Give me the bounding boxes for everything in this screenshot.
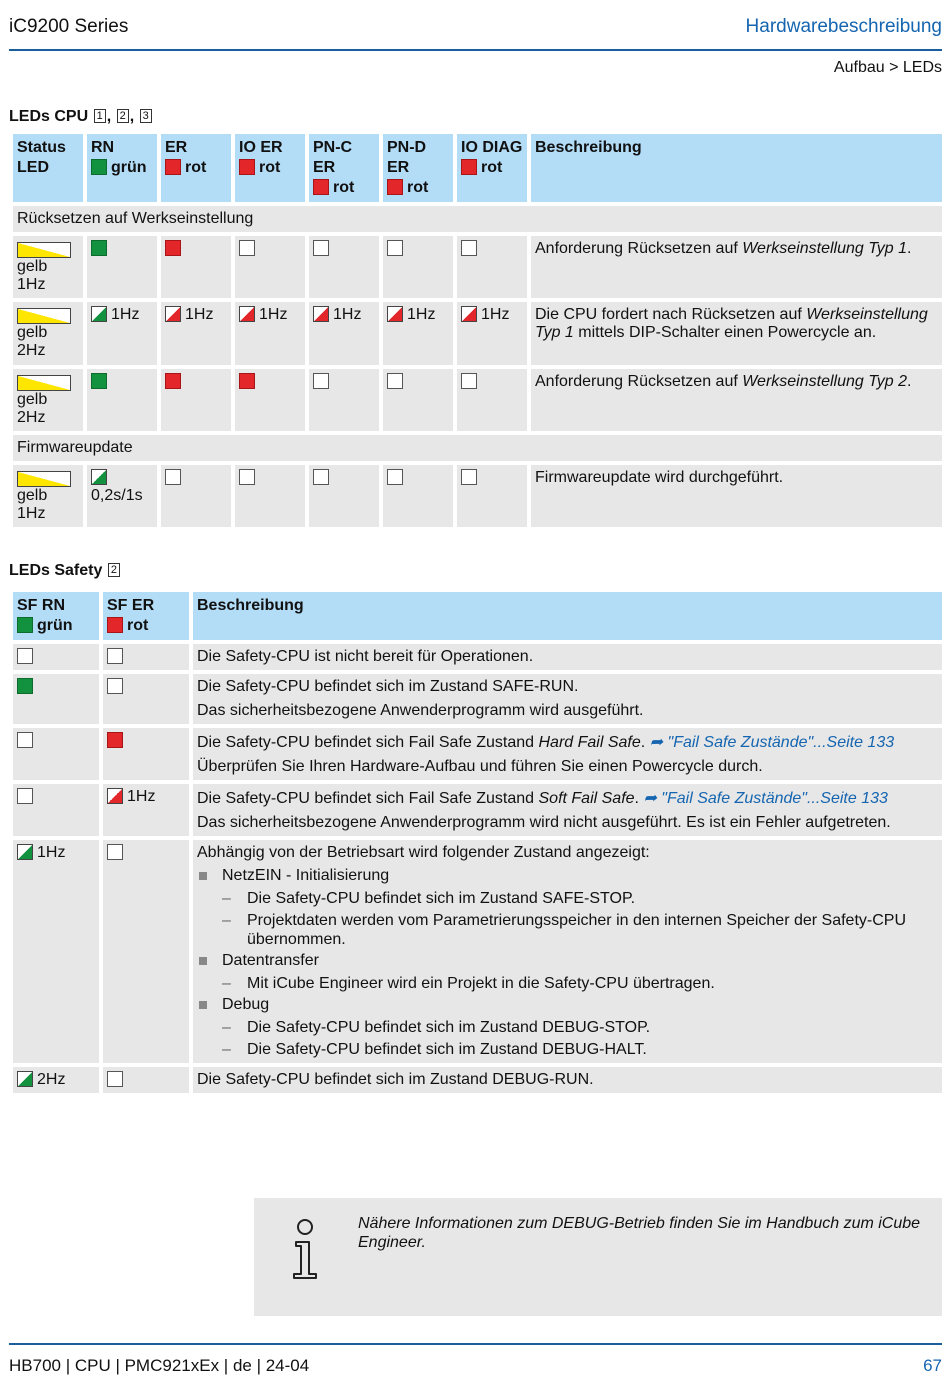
col-sf-rn: SF RN grün: [13, 592, 99, 640]
col-rn: RN grün: [87, 134, 157, 202]
description-cell: Die Safety-CPU befindet sich Fail Safe Zustand Soft Fail Safe. ➦ "Fail Safe Zustände"...Seite 133 Das sicherheitsbezogene Anwenderprogramm wird nicht ausgeführt. Es ist ein Fehler aufgetreten.: [193, 784, 942, 836]
status-cell: gelb 1Hz: [13, 236, 83, 298]
list-item: Debug – Die Safety-CPU befindet sich im Zustand DEBUG-STOP. – Die Safety-CPU befindet sich im Zustand DEBUG-HALT.: [197, 995, 938, 1059]
table-row: [13, 728, 942, 780]
blinking-green-led-icon: [91, 469, 107, 485]
off-led-icon: [107, 648, 123, 664]
section-row: [13, 206, 942, 232]
col-pnc-er: PN-C ER rot: [309, 134, 379, 202]
off-led-icon: [313, 469, 329, 485]
col-description: Beschreibung: [531, 134, 942, 202]
page-number: 67: [923, 1356, 942, 1375]
mode-list: [197, 866, 938, 1059]
blinking-green-led-icon: [17, 844, 33, 860]
off-led-icon: [17, 648, 33, 664]
col-io-diag: IO DIAG rot: [457, 134, 527, 202]
description-cell: Firmwareupdate wird durchgeführt.: [531, 465, 942, 527]
red-led-icon: [165, 240, 181, 256]
safety-leds-title: [9, 562, 121, 580]
status-cell: gelb 1Hz: [13, 465, 83, 527]
red-led-icon: [107, 732, 123, 748]
table-row: 1Hz Abhängig von der Betriebsart wird folgender Zustand angezeigt: NetzEIN - Initialisierung – Die Safety-CPU befindet sich im Zustand SAFE-STOP. – Projektdaten werden vom Parametrierungsspeicher in den internen Speicher der Safety-CPU übernommen. Datentransfer – Mit iCube Engineer wird ein Projekt in die Safety-CPU übertragen. Debug – Die Safety-CPU befindet sich im Zustand DEBUG-STOP. – Die Safety-CPU befindet sich im Zustand DEBUG-HALT.: [13, 840, 942, 1063]
off-led-icon: [17, 788, 33, 804]
table-row: gelb 1Hz 0,2s/1s Firmwareupdate wird durchgeführt.: [13, 465, 942, 527]
off-led-icon: [107, 1071, 123, 1087]
yellow-led-icon: [17, 471, 71, 487]
red-led-icon: [107, 617, 123, 633]
off-led-icon: [387, 469, 403, 485]
header-section: Hardwarebeschreibung: [745, 16, 942, 37]
status-cell: gelb 2Hz: [13, 302, 83, 365]
off-led-icon: [313, 240, 329, 256]
cpu-leds-title-text: LEDs CPU: [9, 108, 89, 125]
blinking-red-led-icon: [461, 306, 477, 322]
yellow-led-icon: [17, 308, 71, 324]
ref-box-3: 3: [140, 109, 152, 123]
header-divider: [9, 49, 942, 51]
blinking-red-led-icon: [165, 306, 181, 322]
red-led-icon: [239, 159, 255, 175]
off-led-icon: [461, 240, 477, 256]
off-led-icon: [387, 240, 403, 256]
table-row: [13, 369, 942, 431]
red-led-icon: [313, 179, 329, 195]
off-led-icon: [165, 469, 181, 485]
col-er: ER rot: [161, 134, 231, 202]
table-row: 2Hz Die Safety-CPU befindet sich im Zustand DEBUG-RUN.: [13, 1067, 942, 1093]
col-status: Status LED: [13, 134, 83, 202]
safety-led-table: [9, 588, 946, 1097]
description-cell: Die Safety-CPU ist nicht bereit für Operationen.: [193, 644, 942, 670]
off-led-icon: [313, 373, 329, 389]
blinking-green-led-icon: [17, 1071, 33, 1087]
blinking-red-led-icon: [387, 306, 403, 322]
fail-safe-link[interactable]: ➦ "Fail Safe Zustände"...Seite 133: [649, 734, 895, 751]
section-reset: Rücksetzen auf Werkseinstellung: [13, 206, 942, 232]
col-sf-er: SF ER rot: [103, 592, 189, 640]
cpu-table-header: [13, 134, 942, 202]
section-row: [13, 435, 942, 461]
fail-safe-link[interactable]: ➦ "Fail Safe Zustände"...Seite 133: [643, 790, 888, 807]
red-led-icon: [239, 373, 255, 389]
blinking-red-led-icon: [107, 788, 123, 804]
yellow-led-icon: [17, 242, 71, 258]
description-cell: Anforderung Rücksetzen auf Werkseinstellung Typ 1.: [531, 236, 942, 298]
red-led-icon: [387, 179, 403, 195]
green-led-icon: [17, 678, 33, 694]
list-item: – Mit iCube Engineer wird ein Projekt in die Safety-CPU übertragen.: [222, 974, 938, 993]
red-led-icon: [165, 373, 181, 389]
off-led-icon: [461, 469, 477, 485]
col-description: Beschreibung: [193, 592, 942, 640]
off-led-icon: [387, 373, 403, 389]
red-led-icon: [461, 159, 477, 175]
description-cell: Abhängig von der Betriebsart wird folgender Zustand angezeigt: NetzEIN - Initialisierung – Die Safety-CPU befindet sich im Zustand SAFE-STOP. – Projektdaten werden vom Parametrierungsspeicher in den internen Speicher der Safety-CPU übernommen. Datentransfer – Mit iCube Engineer wird ein Projekt in die Safety-CPU übertragen. Debug – Die Safety-CPU befindet sich im Zustand DEBUG-STOP. – Die Safety-CPU befindet sich im Zustand DEBUG-HALT.: [193, 840, 942, 1063]
list-item: – Projektdaten werden vom Parametrierungsspeicher in den internen Speicher der Safety-CPU übernommen.: [222, 911, 938, 949]
blinking-green-led-icon: [91, 306, 107, 322]
table-row: gelb 2Hz 1Hz 1Hz 1Hz 1Hz 1Hz 1Hz Die CPU fordert nach Rücksetzen auf Werkseinstellung Typ 1 mittels DIP-Schalter einen Powercycle an.: [13, 302, 942, 365]
breadcrumb: Aufbau > LEDs: [833, 59, 942, 76]
col-io-er: IO ER rot: [235, 134, 305, 202]
description-cell: Die Safety-CPU befindet sich im Zustand DEBUG-RUN.: [193, 1067, 942, 1093]
off-led-icon: [239, 469, 255, 485]
info-box: [254, 1198, 942, 1316]
list-item: – Die Safety-CPU befindet sich im Zustand DEBUG-STOP.: [222, 1018, 938, 1037]
description-cell: Die CPU fordert nach Rücksetzen auf Werkseinstellung Typ 1 mittels DIP-Schalter einen Powercycle an.: [531, 302, 942, 365]
info-icon: [290, 1218, 320, 1282]
footer-doc: HB700 | CPU | PMC921xEx | de | 24-04: [9, 1356, 310, 1375]
list-item: Datentransfer – Mit iCube Engineer wird ein Projekt in die Safety-CPU übertragen.: [197, 951, 938, 993]
green-led-icon: [17, 617, 33, 633]
table-row: 1Hz Die Safety-CPU befindet sich Fail Safe Zustand Soft Fail Safe. ➦ "Fail Safe Zustände"...Seite 133 Das sicherheitsbezogene Anwenderprogramm wird nicht ausgeführt. Es ist ein Fehler aufgetreten.: [13, 784, 942, 836]
off-led-icon: [107, 678, 123, 694]
status-cell: gelb 2Hz: [13, 369, 83, 431]
table-row: [13, 644, 942, 670]
cpu-led-table: [9, 130, 946, 531]
ref-box-2: 2: [117, 109, 129, 123]
green-led-icon: [91, 373, 107, 389]
blinking-red-led-icon: [239, 306, 255, 322]
safety-table-header: [13, 592, 942, 640]
cpu-leds-title: LEDs CPU 1 , 2 , 3: [9, 108, 153, 126]
section-firmware: Firmwareupdate: [13, 435, 942, 461]
red-led-icon: [165, 159, 181, 175]
list-item: NetzEIN - Initialisierung – Die Safety-CPU befindet sich im Zustand SAFE-STOP. – Projektdaten werden vom Parametrierungsspeicher in den internen Speicher der Safety-CPU übernommen.: [197, 866, 938, 949]
off-led-icon: [17, 732, 33, 748]
green-led-icon: [91, 240, 107, 256]
description-cell: Die Safety-CPU befindet sich Fail Safe Zustand Hard Fail Safe. ➦ "Fail Safe Zustände"...Seite 133 Überprüfen Sie Ihren Hardware-Aufbau und führen Sie einen Powercycle durch.: [193, 728, 942, 780]
table-row: [13, 674, 942, 724]
off-led-icon: [107, 844, 123, 860]
table-row: [13, 236, 942, 298]
blinking-red-led-icon: [313, 306, 329, 322]
description-cell: Die Safety-CPU befindet sich im Zustand SAFE-RUN. Das sicherheitsbezogene Anwenderprogramm wird ausgeführt.: [193, 674, 942, 724]
ref-box-2: 2: [108, 563, 120, 577]
header-series: iC9200 Series: [9, 16, 129, 37]
footer-divider: [9, 1343, 942, 1345]
list-item: – Die Safety-CPU befindet sich im Zustand DEBUG-HALT.: [222, 1040, 938, 1059]
off-led-icon: [461, 373, 477, 389]
description-cell: Anforderung Rücksetzen auf Werkseinstellung Typ 2.: [531, 369, 942, 431]
safety-leds-title-text: LEDs Safety: [9, 562, 103, 579]
info-text: Nähere Informationen zum DEBUG-Betrieb finden Sie im Handbuch zum iCube Engineer.: [358, 1215, 921, 1251]
ref-box-1: 1: [94, 109, 106, 123]
col-pnd-er: PN-D ER rot: [383, 134, 453, 202]
off-led-icon: [239, 240, 255, 256]
list-item: – Die Safety-CPU befindet sich im Zustand SAFE-STOP.: [222, 889, 938, 908]
yellow-led-icon: [17, 375, 71, 391]
green-led-icon: [91, 159, 107, 175]
